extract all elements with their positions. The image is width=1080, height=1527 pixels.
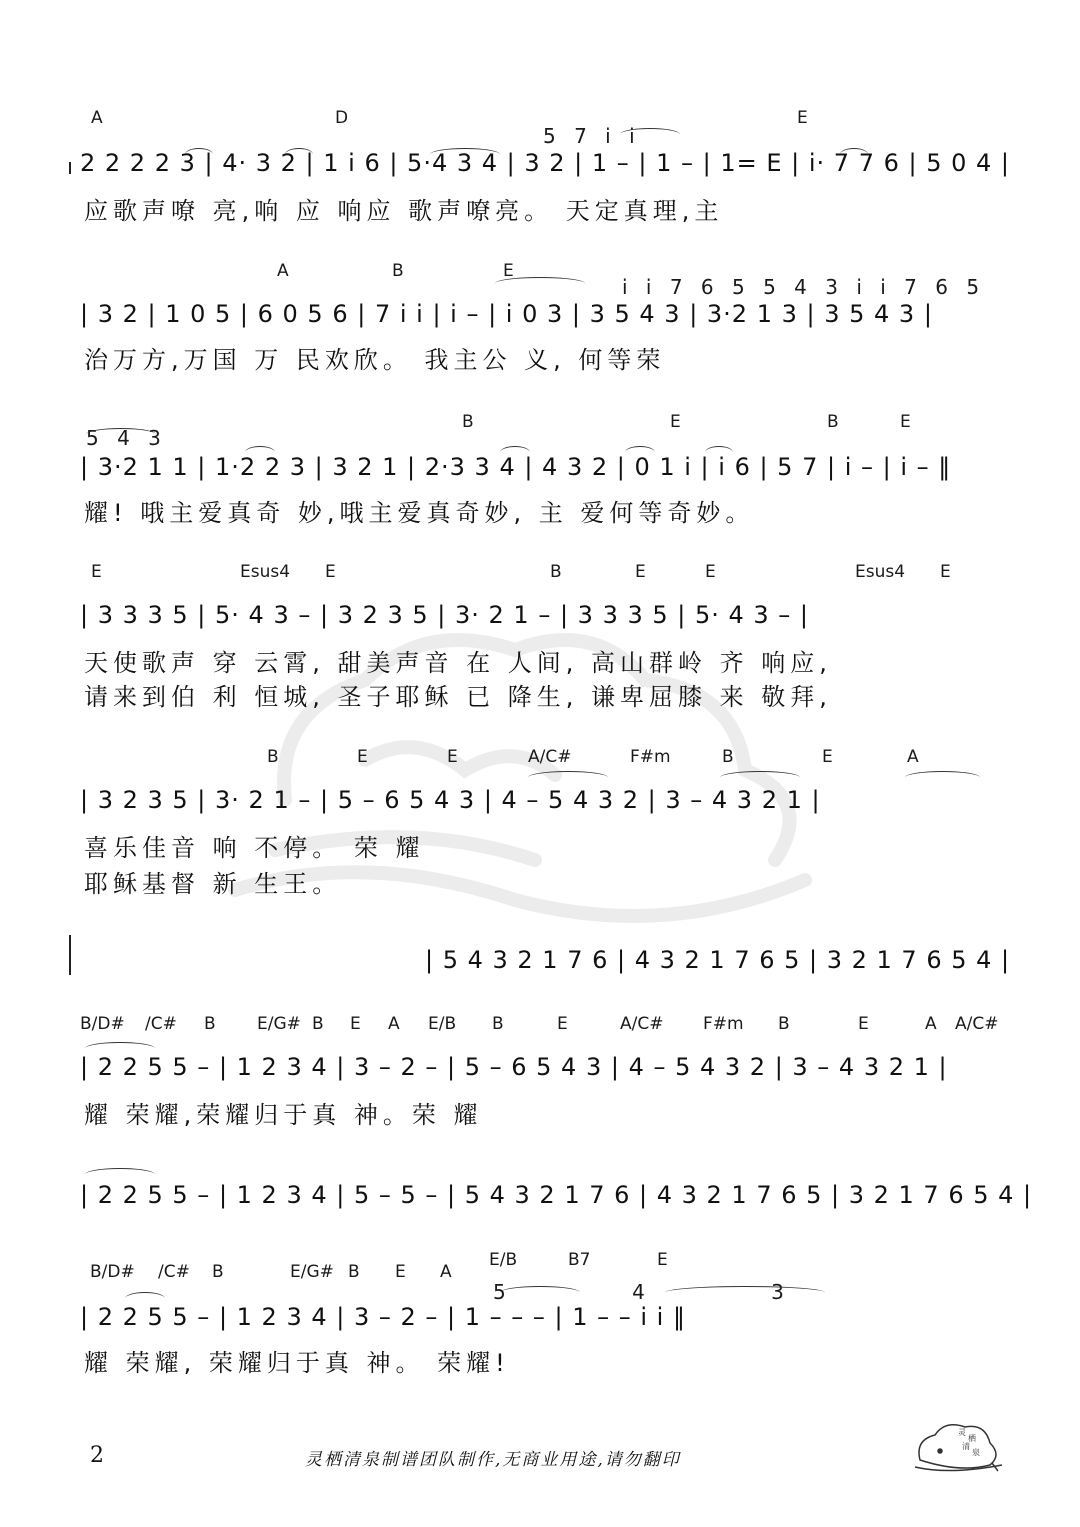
chord-label: B <box>212 1262 224 1282</box>
system-start-tick <box>69 162 71 174</box>
chord-label: A/C# <box>955 1014 999 1034</box>
jianpu-note-line: | 5 4 3 2 1 7 6 | 4 3 2 1 7 6 5 | 3 2 1 7 6 5 4 | <box>425 946 1011 974</box>
svg-text:清: 清 <box>962 1442 970 1451</box>
chord-label: E <box>357 747 368 767</box>
slur-mark <box>86 428 156 441</box>
chord-label: B <box>827 412 839 432</box>
chord-label: E <box>635 562 646 582</box>
chord-label: A <box>388 1014 400 1034</box>
upper-voice-notes: 5 4 3 <box>86 426 167 450</box>
chord-label: B/D# <box>80 1014 125 1034</box>
chord-label: A <box>925 1014 937 1034</box>
chord-label: E <box>503 261 514 281</box>
upper-voice-notes: 5 7 i i <box>543 124 641 148</box>
chord-label: /C# <box>158 1262 190 1282</box>
chord-label: B <box>722 747 734 767</box>
chord-label: B/D# <box>90 1262 135 1282</box>
system-8 <box>0 1160 1080 1210</box>
svg-text:灵: 灵 <box>958 1428 966 1437</box>
slur-mark <box>620 128 680 141</box>
chord-label: E <box>395 1262 406 1282</box>
chord-label: A <box>277 261 289 281</box>
chord-label: A <box>907 747 919 767</box>
slur-mark <box>528 771 608 784</box>
chord-label: B <box>204 1014 216 1034</box>
jianpu-note-line: | 3 2 3 5 | 3· 2 1 – | 5 – 6 5 4 3 | 4 – 5 4 3 2 | 3 – 4 3 2 1 | <box>80 786 821 814</box>
chord-label: E <box>91 562 102 582</box>
system-2 <box>0 255 1080 385</box>
svg-text:泉: 泉 <box>972 1448 980 1457</box>
system-3 <box>0 410 1080 540</box>
chord-label: E/G# <box>290 1262 334 1282</box>
system-7 <box>0 1010 1080 1140</box>
lyric-line: 请来到伯 利 恒城, 圣子耶稣 已 降生, 谦卑屈膝 来 敬拜, <box>84 683 832 711</box>
chord-label: /C# <box>145 1014 177 1034</box>
system-4 <box>0 558 1080 728</box>
jianpu-note-line: | 3 2 | 1 0 5 | 6 0 5 6 | 7 i i | i – | i 0 3 | 3 5 4 3 | 3·2 1 3 | 3 5 4 3 | <box>80 300 933 328</box>
chord-label: E <box>705 562 716 582</box>
chord-label: E <box>670 412 681 432</box>
lyric-line: 应歌声嘹 亮,响 应 响应 歌声嘹亮。 天定真理,主 <box>84 197 724 225</box>
chord-label: E/B <box>428 1014 457 1034</box>
slur-mark <box>495 277 585 290</box>
chord-label: E <box>858 1014 869 1034</box>
slur-mark <box>500 1286 580 1299</box>
chord-label: A <box>440 1262 452 1282</box>
chord-label: B <box>348 1262 360 1282</box>
chord-label: B <box>267 747 279 767</box>
chord-label: E <box>557 1014 568 1034</box>
chord-label: B <box>492 1014 504 1034</box>
chord-label: B <box>462 412 474 432</box>
chord-label: E <box>325 562 336 582</box>
chord-label: E <box>657 1250 668 1270</box>
page-number: 2 <box>90 1443 104 1468</box>
lyric-line: 治万方,万国 万 民欢欣。 我主公 义, 何等荣 <box>84 346 666 374</box>
chord-label: F#m <box>630 747 671 767</box>
chord-label: E <box>350 1014 361 1034</box>
jianpu-note-line: | 2 2 5 5 – | 1 2 3 4 | 3 – 2 – | 1 – – – | 1 – – i i ‖ <box>80 1303 686 1331</box>
lyric-line: 耀 荣耀,荣耀归于真 神。荣 耀 <box>84 1101 483 1129</box>
sheep-logo-icon <box>910 1415 1005 1475</box>
chord-label: E <box>447 747 458 767</box>
lyric-line: 天使歌声 穿 云霄, 甜美声音 在 人间, 高山群岭 齐 响应, <box>84 649 832 677</box>
system-6 <box>0 945 1080 985</box>
chord-label: F#m <box>703 1014 744 1034</box>
system-5 <box>0 745 1080 905</box>
system-9 <box>0 1250 1080 1390</box>
lyric-line: 耶稣基督 新 生王。 <box>84 870 342 898</box>
chord-label: B <box>312 1014 324 1034</box>
slur-mark <box>720 771 800 784</box>
slur-mark <box>905 771 980 784</box>
chord-label: B7 <box>568 1250 591 1270</box>
jianpu-note-line: 2 2 2 2 3 | 4· 3 2 | 1 i 6 | 5·4 3 4 | 3 2 | 1 – | 1 – | 1= E | i· 7 7 6 | 5 0 4 | <box>80 149 1010 177</box>
lyric-line: 喜乐佳音 响 不停。 荣 耀 <box>84 834 425 862</box>
chord-label: Esus4 <box>855 562 906 582</box>
jianpu-note-line: | 3·2 1 1 | 1·2 2 3 | 3 2 1 | 2·3 3 4 | 4 3 2 | 0 1 i | i 6 | 5 7 | i – | i – ‖ <box>80 453 952 481</box>
chord-label: A <box>91 108 103 128</box>
chord-label: A/C# <box>620 1014 664 1034</box>
chord-label: D <box>335 108 349 128</box>
upper-voice-notes: 5 4 3 <box>493 1280 844 1304</box>
chord-label: Esus4 <box>240 562 291 582</box>
chord-label: E <box>900 412 911 432</box>
slur-mark <box>665 1286 825 1299</box>
svg-text:栖: 栖 <box>968 1434 976 1443</box>
jianpu-note-line: | 3 3 3 5 | 5· 4 3 – | 3 2 3 5 | 3· 2 1 – | 3 3 3 5 | 5· 4 3 – | <box>80 601 810 629</box>
copyright-note: 灵栖清泉制谱团队制作,无商业用途,请勿翻印 <box>305 1450 681 1470</box>
lyric-line: 耀 荣耀, 荣耀归于真 神。 荣耀! <box>84 1349 510 1377</box>
chord-label: E <box>797 108 808 128</box>
system-1 <box>0 100 1080 230</box>
chord-label: E/B <box>489 1250 518 1270</box>
chord-label: E <box>940 562 951 582</box>
chord-label: B <box>550 562 562 582</box>
chord-label: B <box>392 261 404 281</box>
jianpu-note-line: | 2 2 5 5 – | 1 2 3 4 | 5 – 5 – | 5 4 3 2 1 7 6 | 4 3 2 1 7 6 5 | 3 2 1 7 6 5 4 | <box>80 1181 1033 1209</box>
chord-label: E <box>822 747 833 767</box>
chord-label: B <box>778 1014 790 1034</box>
jianpu-note-line: | 2 2 5 5 – | 1 2 3 4 | 3 – 2 – | 5 – 6 5 4 3 | 4 – 5 4 3 2 | 3 – 4 3 2 1 | <box>80 1053 948 1081</box>
chord-label: E/G# <box>257 1014 301 1034</box>
chord-label: A/C# <box>528 747 572 767</box>
upper-voice-notes: i i 7 6 5 5 4 3 i i 7 6 5 <box>622 275 986 299</box>
lyric-line: 耀! 哦主爱真奇 妙,哦主爱真奇妙, 主 爱何等奇妙。 <box>84 499 755 527</box>
